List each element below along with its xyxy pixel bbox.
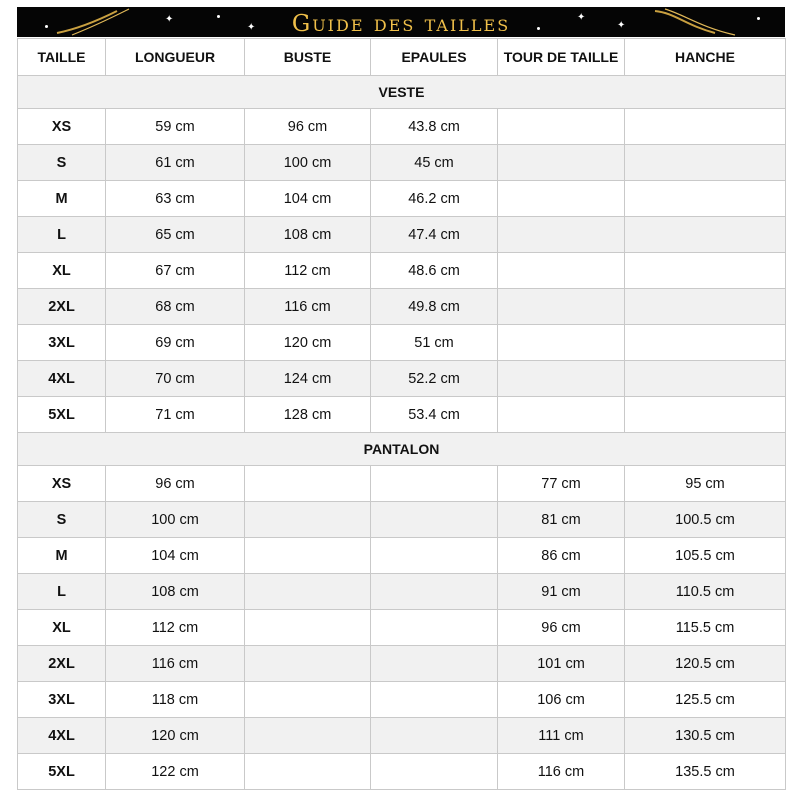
size-cell: S: [18, 145, 106, 181]
column-header: TAILLE: [18, 39, 106, 76]
measure-cell: 112 cm: [106, 610, 245, 646]
measure-cell: [371, 538, 498, 574]
measure-cell: 116 cm: [498, 754, 625, 790]
measure-cell: 118 cm: [106, 682, 245, 718]
column-header: EPAULES: [371, 39, 498, 76]
measure-cell: 53.4 cm: [371, 397, 498, 433]
column-header: LONGUEUR: [106, 39, 245, 76]
section-header-row: [18, 76, 786, 109]
measure-cell: 69 cm: [106, 325, 245, 361]
measure-cell: [245, 754, 371, 790]
measure-cell: 128 cm: [245, 397, 371, 433]
measure-cell: 52.2 cm: [371, 361, 498, 397]
measure-cell: [371, 646, 498, 682]
table-row: [18, 718, 786, 754]
measure-cell: 65 cm: [106, 217, 245, 253]
sparkle-icon: ✦: [247, 22, 256, 33]
measure-cell: 120.5 cm: [625, 646, 786, 682]
table-row: [18, 397, 786, 433]
table-row: [18, 574, 786, 610]
size-cell: 2XL: [18, 646, 106, 682]
measure-cell: 81 cm: [498, 502, 625, 538]
table-row: [18, 361, 786, 397]
measure-cell: 71 cm: [106, 397, 245, 433]
table-row: [18, 109, 786, 145]
measure-cell: [245, 646, 371, 682]
page-title: Guide des tailles: [291, 11, 511, 37]
sparkle-icon: ✦: [577, 12, 586, 23]
measure-cell: 100 cm: [245, 145, 371, 181]
measure-cell: 125.5 cm: [625, 682, 786, 718]
measure-cell: [245, 718, 371, 754]
measure-cell: [625, 361, 786, 397]
measure-cell: 47.4 cm: [371, 217, 498, 253]
measure-cell: [625, 289, 786, 325]
measure-cell: [625, 397, 786, 433]
measure-cell: 108 cm: [106, 574, 245, 610]
size-cell: M: [18, 538, 106, 574]
measure-cell: [245, 538, 371, 574]
measure-cell: [371, 682, 498, 718]
measure-cell: [371, 754, 498, 790]
measure-cell: 110.5 cm: [625, 574, 786, 610]
measure-cell: [245, 574, 371, 610]
measure-cell: 77 cm: [498, 466, 625, 502]
size-cell: 3XL: [18, 682, 106, 718]
size-cell: XL: [18, 610, 106, 646]
column-header: TOUR DE TAILLE: [498, 39, 625, 76]
measure-cell: [625, 145, 786, 181]
section-header-row: [18, 433, 786, 466]
measure-cell: 70 cm: [106, 361, 245, 397]
size-cell: XS: [18, 466, 106, 502]
size-cell: XS: [18, 109, 106, 145]
column-header: BUSTE: [245, 39, 371, 76]
measure-cell: [371, 466, 498, 502]
measure-cell: 45 cm: [371, 145, 498, 181]
size-guide-table: [17, 38, 786, 790]
table-row: [18, 538, 786, 574]
measure-cell: 120 cm: [106, 718, 245, 754]
measure-cell: 101 cm: [498, 646, 625, 682]
table-row: [18, 253, 786, 289]
measure-cell: 124 cm: [245, 361, 371, 397]
size-cell: 5XL: [18, 754, 106, 790]
measure-cell: 105.5 cm: [625, 538, 786, 574]
measure-cell: 68 cm: [106, 289, 245, 325]
measure-cell: 49.8 cm: [371, 289, 498, 325]
size-cell: 4XL: [18, 361, 106, 397]
measure-cell: [498, 109, 625, 145]
table-row: [18, 181, 786, 217]
measure-cell: 67 cm: [106, 253, 245, 289]
measure-cell: 96 cm: [498, 610, 625, 646]
measure-cell: [371, 502, 498, 538]
measure-cell: [245, 466, 371, 502]
measure-cell: 59 cm: [106, 109, 245, 145]
measure-cell: [245, 610, 371, 646]
measure-cell: 96 cm: [245, 109, 371, 145]
size-cell: 4XL: [18, 718, 106, 754]
header-row: [18, 39, 786, 76]
measure-cell: [371, 574, 498, 610]
measure-cell: 115.5 cm: [625, 610, 786, 646]
measure-cell: 106 cm: [498, 682, 625, 718]
measure-cell: 135.5 cm: [625, 754, 786, 790]
measure-cell: [498, 325, 625, 361]
measure-cell: [498, 253, 625, 289]
size-cell: 2XL: [18, 289, 106, 325]
measure-cell: [625, 325, 786, 361]
table-row: [18, 217, 786, 253]
measure-cell: [498, 289, 625, 325]
size-cell: L: [18, 217, 106, 253]
table-row: [18, 646, 786, 682]
measure-cell: 86 cm: [498, 538, 625, 574]
table-row: [18, 289, 786, 325]
size-cell: L: [18, 574, 106, 610]
measure-cell: 100 cm: [106, 502, 245, 538]
measure-cell: [245, 502, 371, 538]
measure-cell: [371, 718, 498, 754]
measure-cell: 104 cm: [106, 538, 245, 574]
measure-cell: [498, 397, 625, 433]
measure-cell: 111 cm: [498, 718, 625, 754]
measure-cell: 95 cm: [625, 466, 786, 502]
table-row: [18, 325, 786, 361]
size-cell: 5XL: [18, 397, 106, 433]
title-banner: [17, 7, 785, 37]
section-label: PANTALON: [18, 433, 786, 466]
measure-cell: [625, 181, 786, 217]
measure-cell: 91 cm: [498, 574, 625, 610]
measure-cell: 100.5 cm: [625, 502, 786, 538]
measure-cell: 48.6 cm: [371, 253, 498, 289]
measure-cell: 43.8 cm: [371, 109, 498, 145]
table-row: [18, 682, 786, 718]
measure-cell: 130.5 cm: [625, 718, 786, 754]
measure-cell: [498, 217, 625, 253]
measure-cell: [371, 610, 498, 646]
measure-cell: 112 cm: [245, 253, 371, 289]
measure-cell: [625, 217, 786, 253]
table-row: [18, 754, 786, 790]
measure-cell: 46.2 cm: [371, 181, 498, 217]
size-cell: S: [18, 502, 106, 538]
table-row: [18, 610, 786, 646]
measure-cell: [498, 181, 625, 217]
measure-cell: [625, 109, 786, 145]
table-row: [18, 145, 786, 181]
size-cell: XL: [18, 253, 106, 289]
measure-cell: 63 cm: [106, 181, 245, 217]
measure-cell: [498, 361, 625, 397]
table-row: [18, 502, 786, 538]
measure-cell: 116 cm: [106, 646, 245, 682]
table-row: [18, 466, 786, 502]
measure-cell: 122 cm: [106, 754, 245, 790]
measure-cell: [498, 145, 625, 181]
measure-cell: 116 cm: [245, 289, 371, 325]
section-label: VESTE: [18, 76, 786, 109]
size-cell: M: [18, 181, 106, 217]
sparkle-icon: ✦: [165, 14, 174, 25]
measure-cell: [245, 682, 371, 718]
measure-cell: 61 cm: [106, 145, 245, 181]
measure-cell: 51 cm: [371, 325, 498, 361]
size-cell: 3XL: [18, 325, 106, 361]
measure-cell: 96 cm: [106, 466, 245, 502]
column-header: HANCHE: [625, 39, 786, 76]
measure-cell: 120 cm: [245, 325, 371, 361]
sparkle-icon: ✦: [617, 20, 626, 31]
measure-cell: 108 cm: [245, 217, 371, 253]
measure-cell: 104 cm: [245, 181, 371, 217]
measure-cell: [625, 253, 786, 289]
